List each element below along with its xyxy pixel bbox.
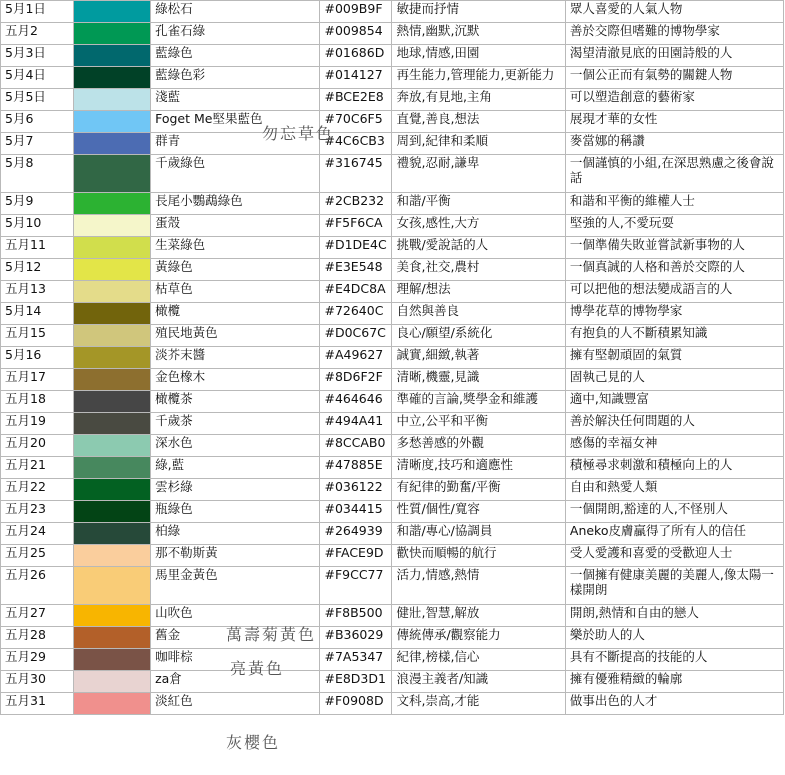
table-row — [1, 693, 784, 715]
color-name-cell[interactable]: 淺藍 — [151, 89, 320, 111]
date-cell[interactable]: 五月20 — [1, 435, 74, 457]
hex-code-cell[interactable]: #D1DE4C — [320, 237, 392, 259]
hex-code-cell[interactable]: #47885E — [320, 457, 392, 479]
description-cell[interactable]: 和諧和平衡的維權人士 — [565, 193, 783, 215]
description-cell[interactable]: 展現才華的女性 — [565, 111, 783, 133]
hex-code-cell[interactable]: #F0908D — [320, 693, 392, 715]
date-cell[interactable]: 五月26 — [1, 567, 74, 605]
description-cell[interactable]: 固執己見的人 — [565, 369, 783, 391]
date-cell[interactable]: 五月25 — [1, 545, 74, 567]
hex-code-cell[interactable]: #8CCAB0 — [320, 435, 392, 457]
description-cell[interactable]: 麥當娜的稱讚 — [565, 133, 783, 155]
color-name-cell[interactable]: 綠,藍 — [151, 457, 320, 479]
meaning-cell[interactable]: 再生能力,管理能力,更新能力 — [392, 67, 565, 89]
table-row — [1, 237, 784, 259]
hex-code-cell[interactable]: #BCE2E8 — [320, 89, 392, 111]
table-row — [1, 89, 784, 111]
color-name-cell[interactable]: 橄欖茶 — [151, 391, 320, 413]
date-cell[interactable]: 五月24 — [1, 523, 74, 545]
color-name-cell[interactable]: 殖民地黃色 — [151, 325, 320, 347]
description-cell[interactable]: 可以把他的想法變成語言的人 — [565, 281, 783, 303]
date-cell[interactable]: 五月31 — [1, 693, 74, 715]
color-swatch[interactable] — [74, 567, 151, 605]
date-cell[interactable]: 五月19 — [1, 413, 74, 435]
color-name-cell[interactable]: 蛋殼 — [151, 215, 320, 237]
hex-code-cell[interactable]: #70C6F5 — [320, 111, 392, 133]
meaning-cell[interactable]: 地球,情感,田園 — [392, 45, 565, 67]
color-swatch[interactable] — [74, 671, 151, 693]
meaning-cell[interactable]: 熱情,幽默,沉默 — [392, 23, 565, 45]
table-row — [1, 545, 784, 567]
meaning-cell[interactable]: 準確的言論,獎學金和維護 — [392, 391, 565, 413]
note-marigold: 萬壽菊黃色 — [226, 625, 317, 644]
date-cell[interactable]: 五月28 — [1, 627, 74, 649]
color-name-cell[interactable]: 金色橡木 — [151, 369, 320, 391]
description-cell[interactable]: 可以塑造創意的藝術家 — [565, 89, 783, 111]
meaning-cell[interactable]: 性質/個性/寬容 — [392, 501, 565, 523]
color-swatch[interactable] — [74, 1, 151, 23]
date-cell[interactable]: 5月16 — [1, 347, 74, 369]
hex-code-cell[interactable]: #F5F6CA — [320, 215, 392, 237]
date-cell[interactable]: 五月15 — [1, 325, 74, 347]
color-name-cell[interactable]: 孔雀石綠 — [151, 23, 320, 45]
color-swatch[interactable] — [74, 523, 151, 545]
color-name-cell[interactable]: 山吹色 — [151, 605, 320, 627]
color-swatch[interactable] — [74, 45, 151, 67]
hex-code-cell[interactable]: #FACE9D — [320, 545, 392, 567]
meaning-cell[interactable]: 敏捷而抒情 — [392, 1, 565, 23]
meaning-cell[interactable]: 多愁善感的外觀 — [392, 435, 565, 457]
date-cell[interactable]: 五月30 — [1, 671, 74, 693]
meaning-cell[interactable]: 直覺,善良,想法 — [392, 111, 565, 133]
hex-code-cell[interactable]: #F8B500 — [320, 605, 392, 627]
color-swatch[interactable] — [74, 347, 151, 369]
table-row — [1, 215, 784, 237]
date-cell[interactable]: 5月3日 — [1, 45, 74, 67]
hex-code-cell[interactable]: #A49627 — [320, 347, 392, 369]
color-name-cell[interactable]: 生菜綠色 — [151, 237, 320, 259]
color-name-cell[interactable]: 淡芥末醬 — [151, 347, 320, 369]
meaning-cell[interactable]: 挑戰/愛說話的人 — [392, 237, 565, 259]
description-cell[interactable]: 積極尋求刺激和積極向上的人 — [565, 457, 783, 479]
table-row — [1, 67, 784, 89]
color-swatch[interactable] — [74, 605, 151, 627]
description-cell[interactable]: 感傷的幸福女神 — [565, 435, 783, 457]
color-swatch[interactable] — [74, 155, 151, 193]
meaning-cell[interactable]: 美食,社交,農村 — [392, 259, 565, 281]
color-swatch[interactable] — [74, 479, 151, 501]
hex-code-cell[interactable]: #E8D3D1 — [320, 671, 392, 693]
hex-code-cell[interactable]: #B36029 — [320, 627, 392, 649]
note-sakura: 灰櫻色 — [226, 733, 281, 752]
color-swatch[interactable] — [74, 693, 151, 715]
hex-code-cell[interactable]: #009B9F — [320, 1, 392, 23]
hex-code-cell[interactable]: #2CB232 — [320, 193, 392, 215]
table-row — [1, 259, 784, 281]
color-swatch[interactable] — [74, 325, 151, 347]
hex-code-cell[interactable]: #8D6F2F — [320, 369, 392, 391]
color-swatch[interactable] — [74, 67, 151, 89]
description-cell[interactable]: 善於解決任何問題的人 — [565, 413, 783, 435]
table-row — [1, 111, 784, 133]
hex-code-cell[interactable]: #D0C67C — [320, 325, 392, 347]
table-row — [1, 325, 784, 347]
color-name-cell[interactable]: 橄欖 — [151, 303, 320, 325]
hex-code-cell[interactable]: #036122 — [320, 479, 392, 501]
description-cell[interactable]: 擁有堅韌頑固的氣質 — [565, 347, 783, 369]
table-row — [1, 671, 784, 693]
hex-code-cell[interactable]: #01686D — [320, 45, 392, 67]
hex-code-cell[interactable]: #464646 — [320, 391, 392, 413]
hex-code-cell[interactable]: #316745 — [320, 155, 392, 193]
meaning-cell[interactable]: 歡快而順暢的航行 — [392, 545, 565, 567]
meaning-cell[interactable]: 文科,崇高,才能 — [392, 693, 565, 715]
meaning-cell[interactable]: 理解/想法 — [392, 281, 565, 303]
meaning-cell[interactable]: 禮貌,忍耐,謙卑 — [392, 155, 565, 193]
description-cell[interactable]: 一個擁有健康美麗的美麗人,像太陽一樣開朗 — [565, 567, 783, 605]
meaning-cell[interactable]: 紀律,榜樣,信心 — [392, 649, 565, 671]
description-cell[interactable]: 一個謹慎的小組,在深思熟慮之後會說話 — [565, 155, 783, 193]
color-name-cell[interactable]: 長尾小鸚鵡綠色 — [151, 193, 320, 215]
date-cell[interactable]: 五月17 — [1, 369, 74, 391]
description-cell[interactable]: 有抱負的人不斷積累知識 — [565, 325, 783, 347]
date-cell[interactable]: 五月21 — [1, 457, 74, 479]
color-swatch[interactable] — [74, 369, 151, 391]
meaning-cell[interactable]: 有紀律的勤奮/平衡 — [392, 479, 565, 501]
date-cell[interactable]: 五月23 — [1, 501, 74, 523]
date-cell[interactable]: 5月1日 — [1, 1, 74, 23]
meaning-cell[interactable]: 誠實,細緻,執著 — [392, 347, 565, 369]
color-name-cell[interactable]: 舊金 — [151, 627, 320, 649]
meaning-cell[interactable]: 浪漫主義者/知識 — [392, 671, 565, 693]
meaning-cell[interactable]: 和諧/平衡 — [392, 193, 565, 215]
color-swatch[interactable] — [74, 501, 151, 523]
meaning-cell[interactable]: 良心/願望/系統化 — [392, 325, 565, 347]
table-row — [1, 155, 784, 193]
table-row — [1, 133, 784, 155]
description-cell[interactable]: 具有不斷提高的技能的人 — [565, 649, 783, 671]
meaning-cell[interactable]: 周到,紀律和柔順 — [392, 133, 565, 155]
date-cell[interactable]: 5月8 — [1, 155, 74, 193]
meaning-cell[interactable]: 清晰度,技巧和適應性 — [392, 457, 565, 479]
color-swatch[interactable] — [74, 435, 151, 457]
date-cell[interactable]: 五月22 — [1, 479, 74, 501]
table-row — [1, 347, 784, 369]
date-cell[interactable]: 5月7 — [1, 133, 74, 155]
color-swatch[interactable] — [74, 649, 151, 671]
description-cell[interactable]: 眾人喜愛的人氣人物 — [565, 1, 783, 23]
color-name-cell[interactable]: 咖啡棕 — [151, 649, 320, 671]
table-row — [1, 369, 784, 391]
color-swatch[interactable] — [74, 133, 151, 155]
hex-code-cell[interactable]: #7A5347 — [320, 649, 392, 671]
meaning-cell[interactable]: 女孩,感性,大方 — [392, 215, 565, 237]
color-swatch[interactable] — [74, 457, 151, 479]
description-cell[interactable]: 善於交際但嗜難的博物學家 — [565, 23, 783, 45]
date-cell[interactable]: 五月27 — [1, 605, 74, 627]
color-swatch[interactable] — [74, 627, 151, 649]
color-name-cell[interactable]: 群青 — [151, 133, 320, 155]
table-row — [1, 45, 784, 67]
table-row — [1, 649, 784, 671]
description-cell[interactable]: 擁有優雅精緻的輪廓 — [565, 671, 783, 693]
description-cell[interactable]: 堅強的人,不愛玩耍 — [565, 215, 783, 237]
color-name-cell[interactable]: 千歲茶 — [151, 413, 320, 435]
description-cell[interactable]: 一個開朗,豁達的人,不怪別人 — [565, 501, 783, 523]
note-yamabuki: 亮黃色 — [230, 659, 285, 678]
meaning-cell[interactable]: 清晰,機靈,見識 — [392, 369, 565, 391]
color-swatch[interactable] — [74, 215, 151, 237]
note-forget-me-not: 勿忘草色 — [262, 124, 335, 143]
description-cell[interactable]: 受人愛護和喜愛的受歡迎人士 — [565, 545, 783, 567]
table-row — [1, 303, 784, 325]
hex-code-cell[interactable]: #72640C — [320, 303, 392, 325]
color-name-cell[interactable]: 那不勒斯黃 — [151, 545, 320, 567]
date-cell[interactable]: 五月2 — [1, 23, 74, 45]
color-name-cell[interactable]: 藍綠色彩 — [151, 67, 320, 89]
table-row — [1, 501, 784, 523]
hex-code-cell[interactable]: #E4DC8A — [320, 281, 392, 303]
hex-code-cell[interactable]: #014127 — [320, 67, 392, 89]
table-row — [1, 605, 784, 627]
meaning-cell[interactable]: 健壯,智慧,解放 — [392, 605, 565, 627]
meaning-cell[interactable]: 和諧/專心/協調員 — [392, 523, 565, 545]
hex-code-cell[interactable]: #034415 — [320, 501, 392, 523]
color-name-cell[interactable]: 淡紅色 — [151, 693, 320, 715]
table-row — [1, 281, 784, 303]
color-name-cell[interactable]: Foget Me堅果藍色 — [151, 111, 320, 133]
color-name-cell[interactable]: 雲杉綠 — [151, 479, 320, 501]
description-cell[interactable]: 渴望清澈見底的田園詩般的人 — [565, 45, 783, 67]
hex-code-cell[interactable]: #E3E548 — [320, 259, 392, 281]
table-row — [1, 523, 784, 545]
meaning-cell[interactable]: 自然與善良 — [392, 303, 565, 325]
description-cell[interactable]: 一個真誠的人格和善於交際的人 — [565, 259, 783, 281]
hex-code-cell[interactable]: #4C6CB3 — [320, 133, 392, 155]
color-name-cell[interactable]: 瓶綠色 — [151, 501, 320, 523]
meaning-cell[interactable]: 中立,公平和平衡 — [392, 413, 565, 435]
description-cell[interactable]: 一個準備失敗並嘗試新事物的人 — [565, 237, 783, 259]
color-name-cell[interactable]: 黃綠色 — [151, 259, 320, 281]
color-name-cell[interactable]: 深水色 — [151, 435, 320, 457]
hex-code-cell[interactable]: #009854 — [320, 23, 392, 45]
date-cell[interactable]: 5月5日 — [1, 89, 74, 111]
date-cell[interactable]: 5月9 — [1, 193, 74, 215]
description-cell[interactable]: 博學花草的博物學家 — [565, 303, 783, 325]
color-swatch[interactable] — [74, 281, 151, 303]
date-cell[interactable]: 五月11 — [1, 237, 74, 259]
meaning-cell[interactable]: 奔放,有見地,主角 — [392, 89, 565, 111]
table-row — [1, 391, 784, 413]
date-cell[interactable]: 5月10 — [1, 215, 74, 237]
color-name-cell[interactable]: 綠松石 — [151, 1, 320, 23]
color-name-cell[interactable]: 藍綠色 — [151, 45, 320, 67]
color-swatch[interactable] — [74, 259, 151, 281]
date-cell[interactable]: 5月6 — [1, 111, 74, 133]
hex-code-cell[interactable]: #494A41 — [320, 413, 392, 435]
table-row — [1, 479, 784, 501]
color-swatch[interactable] — [74, 303, 151, 325]
hex-code-cell[interactable]: #F9CC77 — [320, 567, 392, 605]
color-name-cell[interactable]: 馬里金黃色 — [151, 567, 320, 605]
description-cell[interactable]: 樂於助人的人 — [565, 627, 783, 649]
color-name-cell[interactable]: 千歲綠色 — [151, 155, 320, 193]
date-cell[interactable]: 五月18 — [1, 391, 74, 413]
description-cell[interactable]: 做事出色的人才 — [565, 693, 783, 715]
date-cell[interactable]: 5月4日 — [1, 67, 74, 89]
hex-code-cell[interactable]: #264939 — [320, 523, 392, 545]
date-cell[interactable]: 5月12 — [1, 259, 74, 281]
color-swatch[interactable] — [74, 89, 151, 111]
color-swatch[interactable] — [74, 545, 151, 567]
table-row — [1, 435, 784, 457]
table-row — [1, 627, 784, 649]
description-cell[interactable]: 開朗,熱情和自由的戀人 — [565, 605, 783, 627]
color-name-cell[interactable]: 柏綠 — [151, 523, 320, 545]
color-swatch[interactable] — [74, 111, 151, 133]
color-swatch[interactable] — [74, 413, 151, 435]
table-row — [1, 1, 784, 23]
color-swatch[interactable] — [74, 193, 151, 215]
date-cell[interactable]: 五月29 — [1, 649, 74, 671]
color-swatch[interactable] — [74, 391, 151, 413]
description-cell[interactable]: 一個公正而有氣勢的關鍵人物 — [565, 67, 783, 89]
color-swatch[interactable] — [74, 23, 151, 45]
color-swatch[interactable] — [74, 237, 151, 259]
date-cell[interactable]: 五月13 — [1, 281, 74, 303]
table-row — [1, 193, 784, 215]
description-cell[interactable]: Aneko皮膚贏得了所有人的信任 — [565, 523, 783, 545]
meaning-cell[interactable]: 活力,情感,熱情 — [392, 567, 565, 605]
color-name-cell[interactable]: za倉 — [151, 671, 320, 693]
table-row — [1, 413, 784, 435]
table-row — [1, 567, 784, 605]
table-row — [1, 23, 784, 45]
table-row — [1, 457, 784, 479]
description-cell[interactable]: 適中,知識豐富 — [565, 391, 783, 413]
description-cell[interactable]: 自由和熱愛人類 — [565, 479, 783, 501]
color-name-cell[interactable]: 枯草色 — [151, 281, 320, 303]
date-cell[interactable]: 5月14 — [1, 303, 74, 325]
meaning-cell[interactable]: 傳統傳承/觀察能力 — [392, 627, 565, 649]
